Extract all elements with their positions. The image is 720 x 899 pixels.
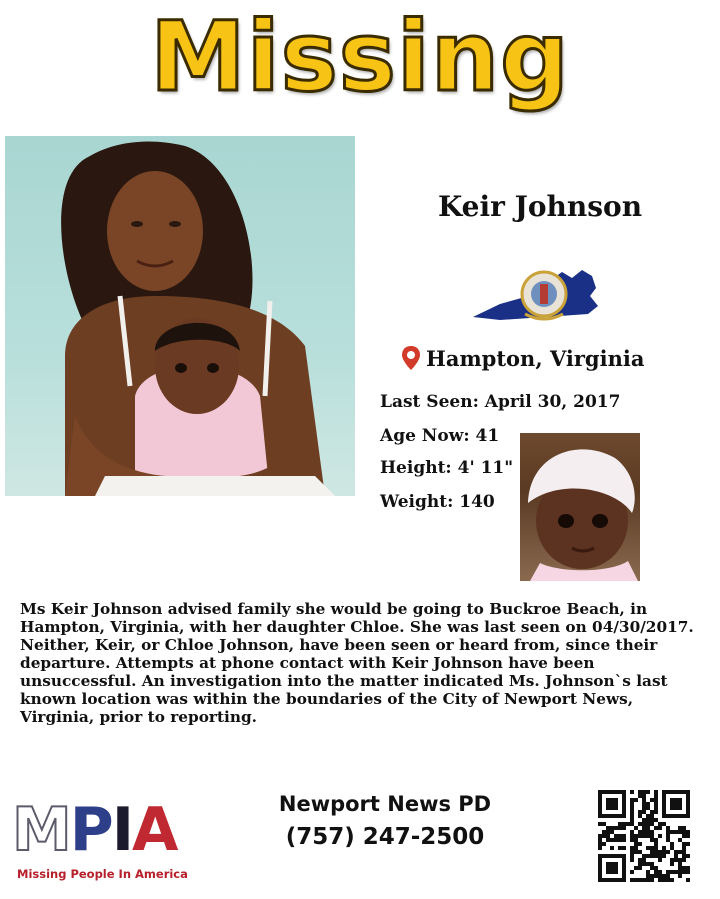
photo-baby: [520, 433, 640, 581]
location-line: [400, 345, 644, 371]
missing-person-name: Keir Johnson: [437, 190, 643, 223]
height: Height: 4' 11": [380, 458, 514, 478]
location-pin-icon: [400, 345, 422, 371]
logo-letter-i: I: [111, 795, 133, 865]
logo-letter-a: A: [132, 795, 177, 865]
photo-mother-and-baby: [5, 136, 355, 496]
logo-letter-p: P: [69, 795, 112, 865]
logo-letter-m: M: [12, 795, 70, 865]
mpia-logo: [12, 795, 176, 865]
poster-title: Missing: [150, 1, 570, 113]
logo-tagline: Missing People In America: [17, 867, 188, 881]
weight: Weight: 140: [380, 492, 495, 512]
qr-code-icon: [598, 790, 690, 882]
agency-phone: (757) 247-2500: [285, 824, 485, 850]
case-description: Ms Keir Johnson advised family she would be going to Buckroe Beach, in Hampton, Virginia, with her daughter Chloe. She was last seen on 04/30/2017. Neither, Keir, or Chloe Johnson, have been seen or heard from, since their departure. Attempts at phone contact with Keir Johnson have been unsuccessful. An investigation into the matter indicated Ms. Johnson`s last known location was within the boundaries of the City of Newport News, Virginia, prior to reporting.: [20, 600, 694, 726]
last-seen-date: Last Seen: April 30, 2017: [380, 392, 621, 412]
age-now: Age Now: 41: [380, 426, 500, 446]
agency-name: Newport News PD: [278, 792, 492, 816]
photo-mother-and-baby-illustration: [5, 136, 355, 496]
photo-baby-illustration: [520, 433, 640, 581]
virginia-state-map-icon: [470, 262, 605, 327]
location-text: Hampton, Virginia: [426, 345, 645, 371]
